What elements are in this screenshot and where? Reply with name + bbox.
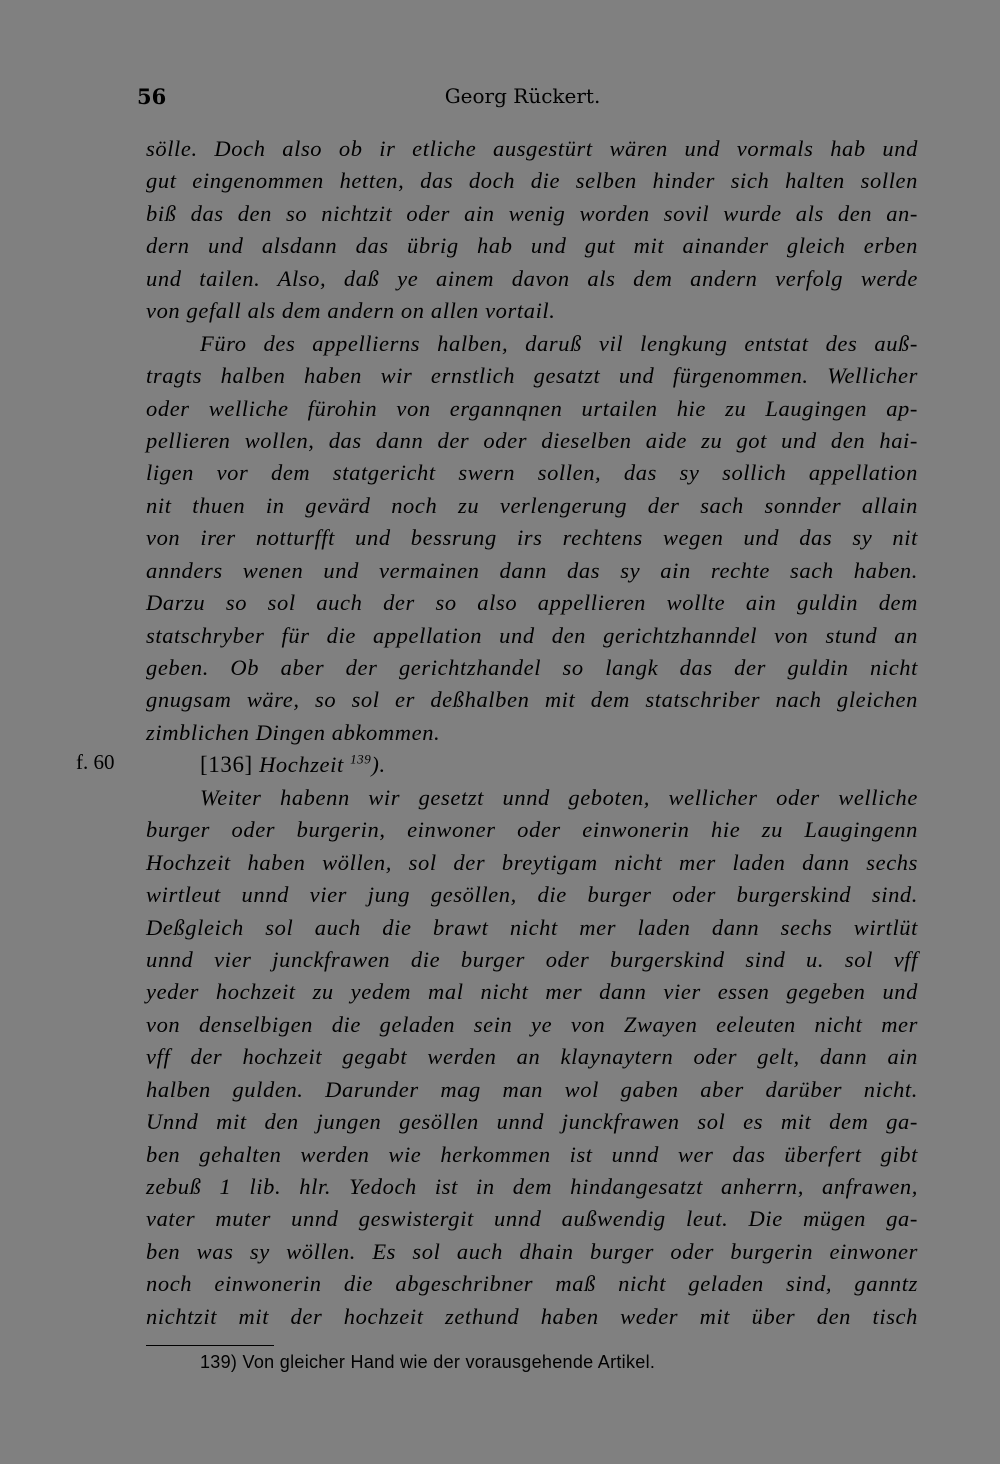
text-line: von gefall als dem andern on allen vortail. — [146, 298, 556, 324]
text-line: statschryber für die appellation und den gerichtzhanndel von stund an — [146, 622, 918, 648]
footnote-marker: 139) — [200, 1352, 238, 1372]
text-line: dern und alsdann das übrig hab und gut mit ainander gleich erben — [146, 233, 918, 259]
text-line: Füro des appellierns halben, daruß vil lengkung entstat des auß- — [200, 330, 918, 356]
text-line: wirtleut unnd vier jung gesöllen, die burger oder burgerskind sind. — [146, 882, 918, 908]
text-line: zebuß 1 lib. hlr. Yedoch ist in dem hindangesatzt anherrn, anfrawen, — [146, 1174, 918, 1199]
text-line: von denselbigen die geladen sein ye von Zwayen eeleuten nicht mer — [146, 1011, 918, 1037]
text-line: nit thuen in gevärd noch zu verlengerung der sach sonnder allain — [146, 492, 918, 518]
running-head: Georg Rückert. — [444, 84, 601, 108]
text-line: ligen vor dem statgericht swern sollen, das sy sollich appellation — [146, 460, 918, 486]
page-number: 56 — [137, 84, 167, 109]
section-title-suffix: ). — [371, 752, 386, 778]
text-line: tragts halben haben wir ernstlich gesatzt und fürgenommen. Wellicher — [146, 363, 918, 389]
text-line: und tailen. Also, daß ye ainem davon als dem andern verfolg werde — [146, 265, 918, 291]
text-line: Unnd mit den jungen gesöllen unnd junckfrawen sol es mit dem ga- — [146, 1109, 918, 1135]
text-block — [146, 133, 918, 1333]
text-line: yeder hochzeit zu yedem mal nicht mer dann vier essen gegeben und — [146, 979, 918, 1005]
footnote-reference: 139 — [350, 751, 372, 767]
text-line: ben was sy wöllen. Es sol auch dhain burger oder burgerin einwoner — [146, 1238, 918, 1264]
text-line: geben. Ob aber der gerichtzhandel so langk das der guldin nicht — [146, 655, 918, 680]
margin-note: f. 60 — [76, 750, 115, 774]
text-line: vff der hochzeit gegabt werden an klaynaytern oder gelt, dann ain — [146, 1044, 918, 1070]
text-line: burger oder burgerin, einwoner oder einwonerin hie zu Laugingenn — [146, 817, 918, 843]
text-line: unnd vier junckfrawen die burger oder burgerskind sind u. sol vff — [146, 946, 918, 972]
section-title: Hochzeit — [259, 752, 344, 778]
footnote — [200, 1352, 655, 1373]
text-line: zimblichen Dingen abkommen. — [146, 719, 441, 745]
text-line: annders wenen und vermainen dann das sy ain rechte sach haben. — [146, 557, 918, 583]
text-line: halben gulden. Darunder mag man wol gaben aber darüber nicht. — [146, 1076, 918, 1102]
text-line: gnugsam wäre, so sol er deßhalben mit dem statschriber nach gleichen — [146, 687, 918, 713]
text-line: oder welliche fürohin von ergannqnen urtailen hie zu Laugingen ap- — [146, 395, 918, 421]
text-line: von irer notturfft und bessrung irs rechtens wegen und das sy nit — [146, 525, 918, 551]
text-line: noch einwonerin die abgeschribner maß nicht geladen sind, ganntz — [146, 1271, 918, 1297]
text-line: Weiter habenn wir gesetzt unnd geboten, wellicher oder welliche — [200, 784, 918, 810]
text-line: Hochzeit haben wöllen, sol der breytigam nicht mer laden dann sechs — [146, 849, 918, 875]
footnote-rule — [146, 1345, 274, 1346]
text-line: gut eingenommen hetten, das doch die selben hinder sich halten sollen — [146, 168, 918, 194]
text-line: pellieren wollen, das dann der oder dieselben aide zu got und den hai- — [146, 427, 918, 453]
text-line: sölle. Doch also ob ir etliche ausgestürt wären und vormals hab und — [146, 136, 918, 161]
text-line: ben gehalten werden wie herkommen ist unnd wer das überfert gibt — [146, 1141, 918, 1167]
text-line: vater muter unnd geswistergit unnd außwendig leut. Die mügen ga- — [146, 1206, 918, 1232]
text-line: Deßgleich sol auch die brawt nicht mer laden dann sechs wirtlüt — [146, 914, 918, 940]
text-line: Darzu so sol auch der so also appellieren wollte ain guldin dem — [146, 590, 918, 616]
section-number: [136] — [200, 752, 253, 778]
footnote-text: Von gleicher Hand wie der vorausgehende Artikel. — [242, 1352, 656, 1372]
text-line: biß das den so nichtzit oder ain wenig worden sovil wurde als den an- — [146, 200, 918, 226]
section-heading — [146, 749, 918, 781]
text-line: nichtzit mit der hochzeit zethund haben weder mit über den tisch — [146, 1303, 918, 1329]
